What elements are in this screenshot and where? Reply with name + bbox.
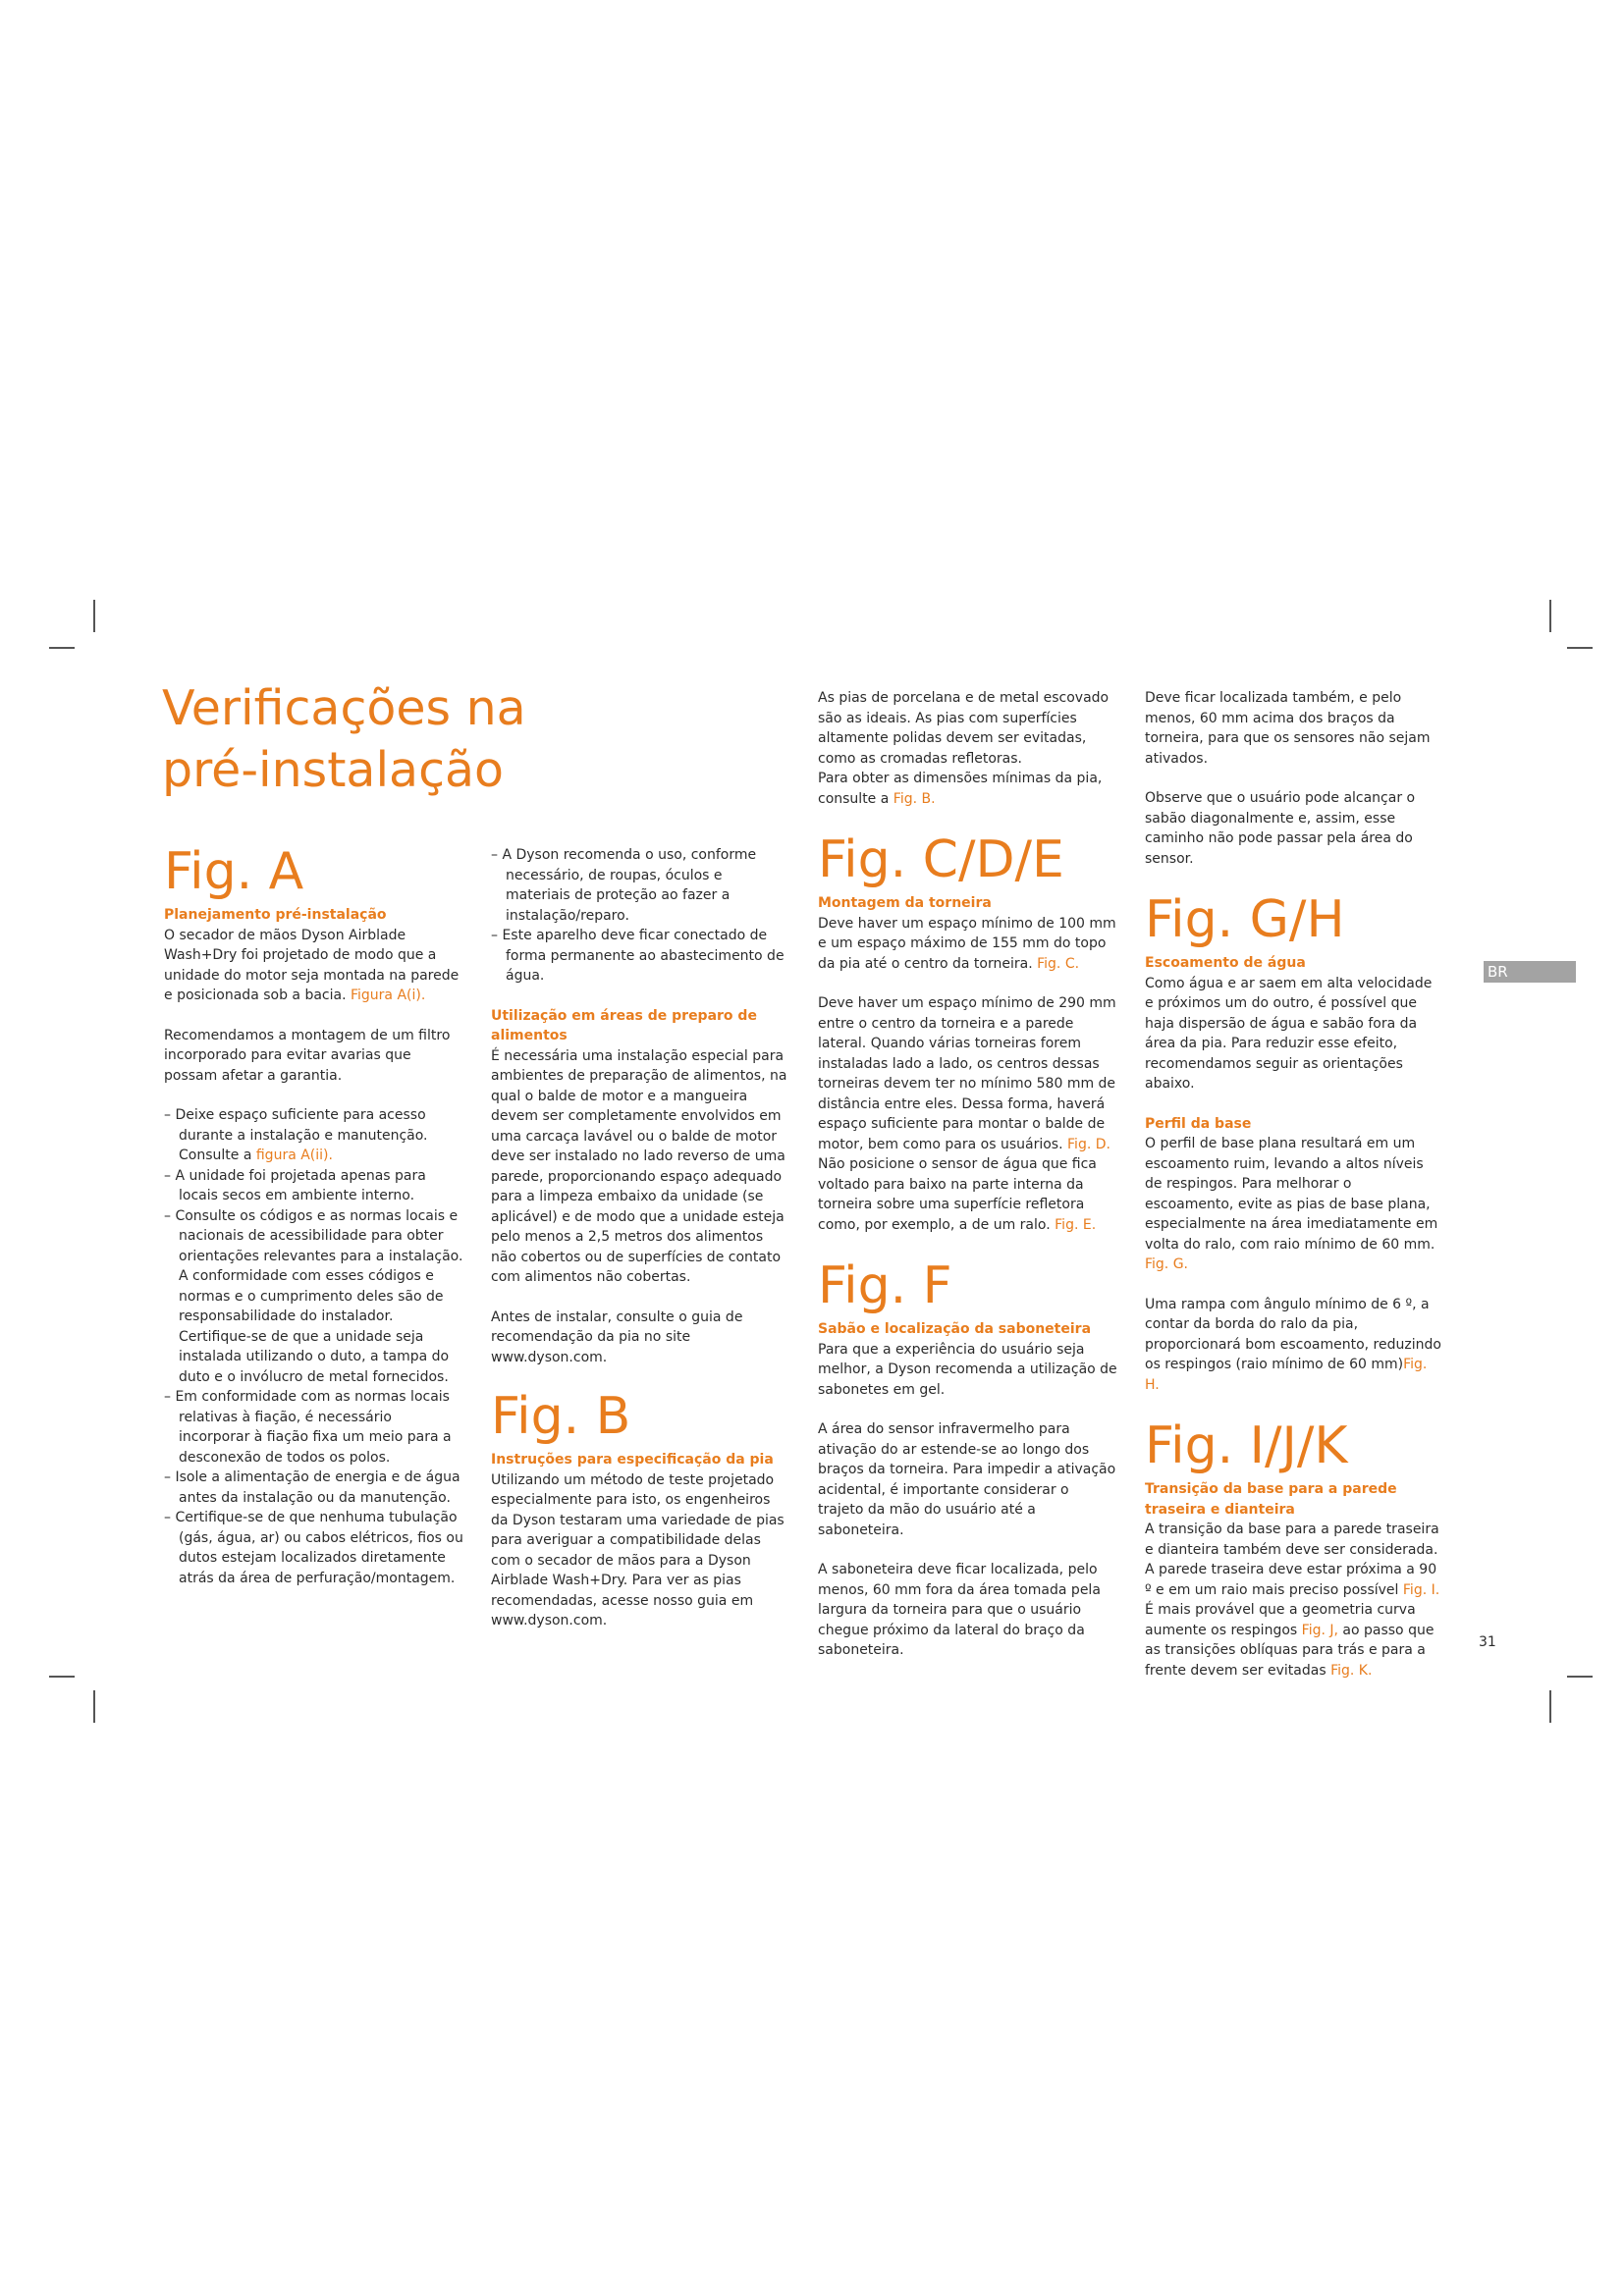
bullet-list [164,1105,463,1588]
figure-reference: Fig. E. [1055,1216,1097,1233]
crop-mark [1567,647,1593,649]
paragraph: A área do sensor infravermelho para ativação do ar estende-se ao longo dos braços da torneira. Para impedir a ativação acidental, é importante considerar o trajeto da mão do usuário até a saboneteira. [818,1421,1116,1538]
list-item: – Certifique-se de que nenhuma tubulação (gás, água, ar) ou cabos elétricos, fios ou dutos estejam localizados diretamente atrás da área de perfuração/montagem. [164,1510,463,1586]
column-1 [164,842,463,1608]
figure-reference: Fig. C. [1037,955,1080,972]
fig-ijk-heading: Fig. I/J/K [1145,1416,1348,1475]
paragraph: A saboneteira deve ficar localizada, pelo menos, 60 mm fora da área tomada pela largura da torneira para que o usuário chegue próximo da lateral do braço da saboneteira. [818,1562,1101,1658]
crop-mark [93,1690,95,1723]
fig-a-heading: Fig. A [164,842,304,901]
bullet-list [491,845,790,987]
column-3 [818,688,1117,1681]
list-item: – Isole a alimentação de energia e de água antes da instalação ou da manutenção. [164,1469,460,1506]
paragraph: Não posicione o sensor de água que fica voltado para baixo na parte interna da torneira sobre uma superfície refletora como, por exemplo, a de um ralo. Fig. E. [818,1156,1097,1233]
language-badge: BR [1484,961,1576,983]
paragraph: Antes de instalar, consulte o guia de recomendação da pia no site www.dyson.com. [491,1308,743,1365]
paragraph: Observe que o usuário pode alcançar o sabão diagonalmente e, assim, esse caminho não pode passar pela área do sensor. [1145,790,1416,867]
paragraph: Para que a experiência do usuário seja melhor, a Dyson recomenda a utilização de sabonetes em gel. [818,1341,1117,1398]
list-item: – A Dyson recomenda o uso, conforme necessário, de roupas, óculos e materiais de proteção ao fazer a instalação/reparo. [491,847,757,924]
fig-cde-heading: Fig. C/D/E [818,830,1064,889]
crop-mark [49,647,75,649]
section-heading: Utilização em áreas de preparo de alimentos [491,1007,757,1043]
list-item: – Consulte os códigos e as normas locais e nacionais de acessibilidade para obter orientações relevantes para a instalação. A conformidade com esses códigos e normas e o cumprimento deles são de responsabilidade do instalador. Certifique-se de que a unidade seja instalada utilizando o duto, a tampa do duto e o invólucro de metal fornecidos. [164,1207,463,1385]
list-item: – Em conformidade com as normas locais relativas à fiação, é necessário incorporar à fiação fixa um meio para a desconexão de todos os polos. [164,1389,452,1466]
paragraph: Uma rampa com ângulo mínimo de 6 º, a contar da borda do ralo da pia, proporcionará bom escoamento, reduzindo os respingos (raio mínimo de 60 mm)Fig. H. [1145,1296,1441,1393]
crop-mark [1567,1676,1593,1678]
section-heading: Sabão e localização da saboneteira [818,1321,1092,1337]
list-item: – Este aparelho deve ficar conectado de forma permanente ao abastecimento de água. [491,928,785,984]
fig-f-heading: Fig. F [818,1256,952,1315]
paragraph: Deve haver um espaço mínimo de 100 mm e um espaço máximo de 155 mm do topo da pia até o centro da torneira. Fig. C. [818,915,1116,972]
paragraph: A transição da base para a parede traseira e dianteira também deve ser considerada. A parede traseira deve estar próxima a 90 º e em um raio mais preciso possível Fig. I. É mais provável que a geometria curva aumente os respingos Fig. J, ao passo que as transições oblíquas para trás e para a frente devem ser evitadas Fig. K. [1145,1522,1440,1679]
crop-mark [93,600,95,632]
paragraph: O perfil de base plana resultará em um escoamento ruim, levando a altos níveis de respingos. Para melhorar o escoamento, evite as pias de base plana, especialmente na área imediatamente em volta do ralo, com raio mínimo de 60 mm. Fig. G. [1145,1136,1438,1272]
page-number: 31 [1479,1634,1496,1650]
section-heading: Perfil da base [1145,1115,1252,1132]
crop-mark [49,1676,75,1678]
page-title [162,677,535,801]
list-item: – Deixe espaço suficiente para acesso durante a instalação e manutenção. Consulte a figura A(ii). [164,1107,428,1163]
fig-b-heading: Fig. B [491,1387,631,1446]
figure-reference: Fig. I. [1402,1581,1440,1598]
section-heading: Montagem da torneira [818,895,992,911]
figure-reference: Figura A(i). [350,988,426,1003]
column-2 [491,845,790,1651]
section-heading: Instruções para especificação da pia [491,1452,774,1468]
section-heading: Transição da base para a parede traseira e dianteira [1145,1481,1397,1518]
figure-reference: Fig. G. [1145,1256,1189,1272]
paragraph: O secador de mãos Dyson Airblade Wash+Dry foi projetado de modo que a unidade do motor seja montada na parede e posicionada sob a bacia. Figura A(i). [164,927,460,1003]
paragraph: É necessária uma instalação especial para ambientes de preparação de alimentos, na qual o balde de motor e a mangueira devem ser completamente envolvidos em uma carcaça lavável ou o balde de motor deve ser instalado no lado reverso de uma parede, proporcionando espaço adequado para a limpeza embaixo da unidade (se aplicável) e de modo que a unidade esteja pelo menos a 2,5 metros dos alimentos não cobertos ou de superfícies de contato com alimentos não cobertas. [491,1047,787,1285]
page-title-line2: pré-instalação [162,742,505,798]
paragraph: Utilizando um método de teste projetado especialmente para isto, os engenheiros da Dyson testaram uma variedade de pias para averiguar a compatibilidade delas com o secador de mãos para a Dyson Airblade Wash+Dry. Para ver as pias recomendadas, acesse nosso guia em www.dyson.com. [491,1471,785,1629]
column-4 [1145,688,1444,1700]
figure-reference: Fig. K. [1330,1662,1373,1679]
figure-reference: Fig. D. [1067,1136,1110,1152]
paragraph: Deve ficar localizada também, e pelo menos, 60 mm acima dos braços da torneira, para que os sensores não sejam ativados. [1145,690,1431,767]
paragraph: Recomendamos a montagem de um filtro incorporado para evitar avarias que possam afetar a garantia. [164,1027,451,1084]
figure-reference: Fig. B. [893,790,936,807]
section-heading: Planejamento pré-instalação [164,907,387,923]
crop-mark [1549,1690,1551,1723]
paragraph: Para obter as dimensões mínimas da pia, consulte a Fig. B. [818,771,1103,807]
list-item: – A unidade foi projetada apenas para locais secos em ambiente interno. [164,1167,426,1203]
section-heading: Escoamento de água [1145,955,1306,971]
paragraph: As pias de porcelana e de metal escovado são as ideais. As pias com superfícies altamente polidas devem ser evitadas, como as cromadas refletoras. [818,690,1110,767]
fig-gh-heading: Fig. G/H [1145,890,1345,949]
figure-reference: Fig. J, [1301,1622,1338,1638]
figure-reference: Fig. H. [1145,1357,1428,1393]
crop-mark [1549,600,1551,632]
paragraph: Como água e ar saem em alta velocidade e próximos um do outro, é possível que haja dispersão de água e sabão fora da área da pia. Para reduzir esse efeito, recomendamos seguir as orientações abaixo. [1145,975,1433,1092]
figure-reference: figura A(ii). [255,1148,333,1163]
page-title-line1: Verificações na [162,680,526,736]
paragraph: Deve haver um espaço mínimo de 290 mm entre o centro da torneira e a parede lateral. Quando várias torneiras forem instaladas lado a lado, os centros dessas torneiras devem ter no mínimo 580 mm de distância entre eles. Dessa forma, haverá espaço suficiente para montar o balde de motor, bem como para os usuários. Fig. D. [818,995,1116,1152]
